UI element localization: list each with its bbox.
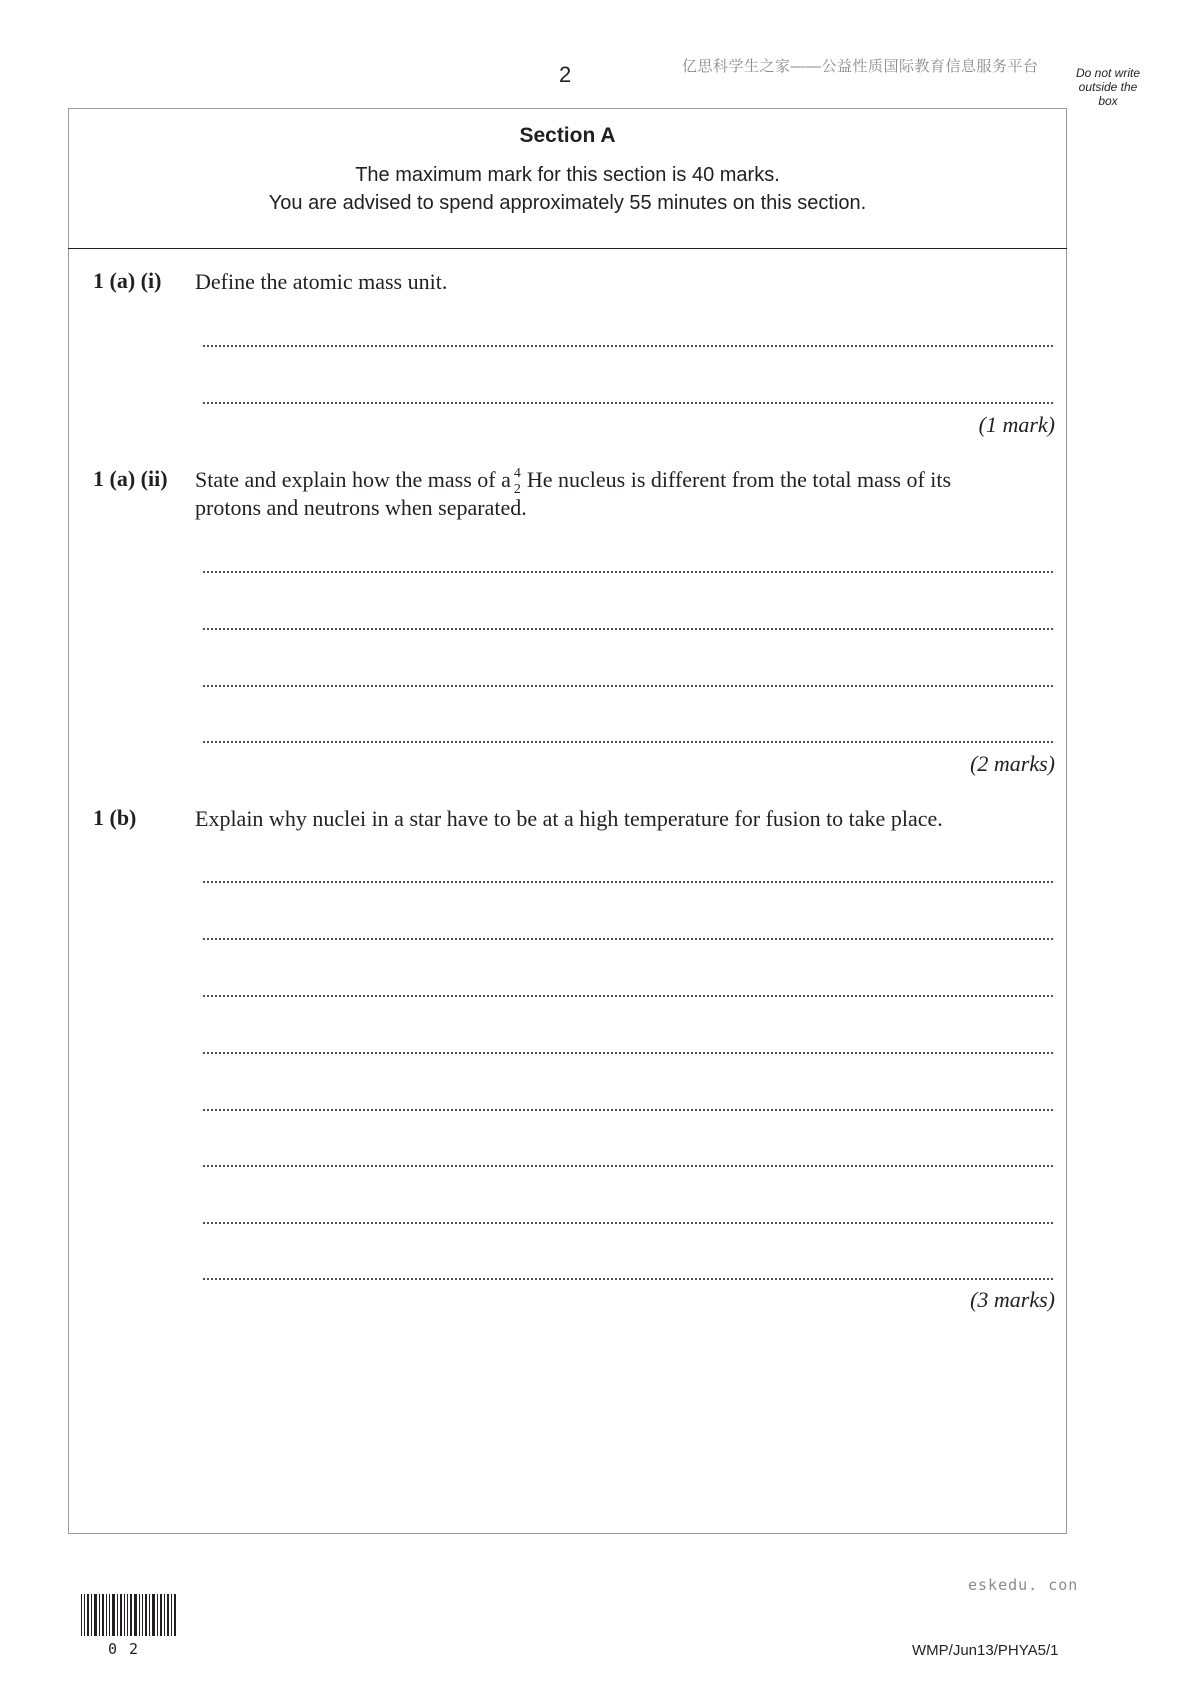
question-text-1b: Explain why nuclei in a star have to be at a high temperature for fusion to take place. bbox=[195, 806, 943, 831]
marks-1aii: (2 marks) bbox=[970, 751, 1055, 776]
nuclide-atomic-number: 2 bbox=[513, 482, 521, 497]
marks-1ai: (1 mark) bbox=[978, 412, 1055, 437]
question-text-before: State and explain how the mass of a bbox=[195, 467, 511, 492]
watermark-text: 亿思科学生之家——公益性质国际教育信息服务平台 bbox=[682, 58, 1039, 75]
answer-line[interactable] bbox=[202, 881, 1055, 883]
marks-1b: (3 marks) bbox=[970, 1287, 1055, 1312]
answer-line[interactable] bbox=[202, 995, 1055, 997]
answer-line[interactable] bbox=[202, 345, 1055, 347]
answer-line[interactable] bbox=[202, 402, 1055, 404]
answer-line[interactable] bbox=[202, 628, 1055, 630]
page-number: 2 bbox=[559, 62, 572, 87]
section-max-mark: The maximum mark for this section is 40 marks. bbox=[355, 164, 780, 186]
answer-line[interactable] bbox=[202, 1109, 1055, 1111]
question-number-1ai: 1 (a) (i) bbox=[93, 268, 162, 293]
answer-line[interactable] bbox=[202, 938, 1055, 940]
footer-site-text: eskedu. con bbox=[968, 1576, 1079, 1594]
barcode-digits: 02 bbox=[108, 1640, 151, 1658]
question-text-1ai: Define the atomic mass unit. bbox=[195, 269, 448, 294]
question-text-after: He nucleus is different from the total mass of its bbox=[526, 467, 952, 492]
footer-paper-code: WMP/Jun13/PHYA5/1 bbox=[912, 1642, 1059, 1659]
helium-nuclide-notation bbox=[513, 466, 524, 497]
barcode-icon bbox=[81, 1594, 177, 1636]
section-header bbox=[68, 108, 1067, 249]
section-title: Section A bbox=[519, 124, 616, 147]
answer-line[interactable] bbox=[202, 685, 1055, 687]
question-number-1aii: 1 (a) (ii) bbox=[93, 466, 168, 491]
nuclide-mass-number: 4 bbox=[513, 466, 521, 481]
question-text-line2: protons and neutrons when separated. bbox=[195, 495, 527, 520]
question-text-1aii bbox=[195, 466, 951, 522]
answer-line[interactable] bbox=[202, 1052, 1055, 1054]
answer-line[interactable] bbox=[202, 1222, 1055, 1224]
section-time-advice: You are advised to spend approximately 55 minutes on this section. bbox=[268, 192, 867, 214]
answer-line[interactable] bbox=[202, 741, 1055, 743]
answer-line[interactable] bbox=[202, 1165, 1055, 1167]
margin-note: Do not write outside the box bbox=[1075, 66, 1141, 108]
answer-line[interactable] bbox=[202, 1278, 1055, 1280]
answer-line[interactable] bbox=[202, 571, 1055, 573]
question-number-1b: 1 (b) bbox=[93, 805, 137, 830]
